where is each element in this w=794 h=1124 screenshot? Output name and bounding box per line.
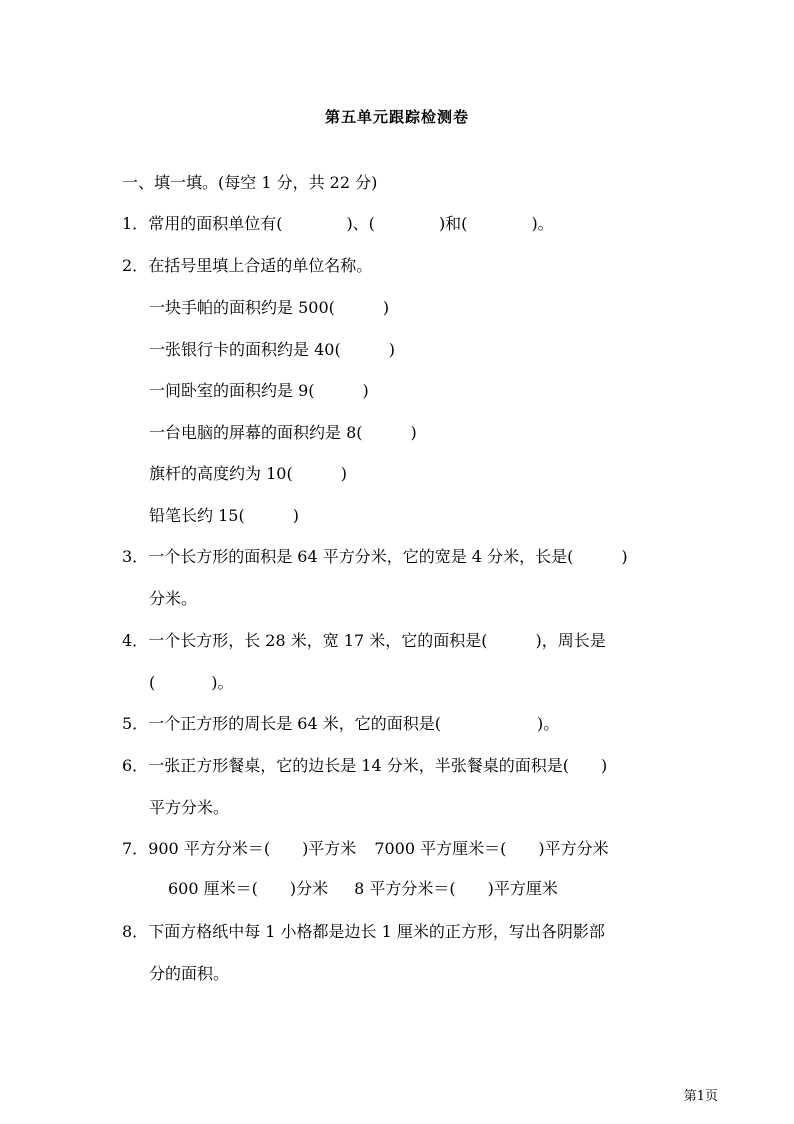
question-2-item: 旗杆的高度约为 10( )	[149, 464, 347, 483]
question-2-item: 一张银行卡的面积约是 40( )	[149, 340, 395, 359]
question-6: 6．一张正方形餐桌，它的边长是 14 分米，半张餐桌的面积是( )	[122, 756, 608, 775]
page-title: 第五单元跟踪检测卷	[324, 108, 469, 126]
question-6-cont: 平方分米。	[149, 798, 230, 817]
question-2-item: 铅笔长约 15( )	[149, 506, 299, 525]
question-number: 1．	[122, 214, 149, 233]
question-4-cont: ( )。	[149, 673, 234, 692]
section-heading: 一、填一填。(每空 1 分，共 22 分)	[122, 173, 378, 192]
question-7-cont: 600 厘米＝( )分米 8 平方分米＝( )平方厘米	[168, 879, 558, 898]
question-5: 5．一个正方形的周长是 64 米，它的面积是( )。	[122, 714, 560, 733]
question-4: 4．一个长方形，长 28 米，宽 17 米，它的面积是( )，周长是	[122, 631, 606, 650]
question-2-item: 一间卧室的面积约是 9( )	[149, 381, 369, 400]
question-7: 7．900 平方分米＝( )平方米 7000 平方厘米＝( )平方分米	[122, 839, 609, 858]
question-number: 6．	[122, 756, 149, 775]
question-1: 1．常用的面积单位有( )、( )和( )。	[122, 214, 554, 233]
question-2-item: 一块手帕的面积约是 500( )	[149, 298, 390, 317]
question-number: 5．	[122, 714, 149, 733]
question-8-cont: 分的面积。	[149, 964, 230, 983]
question-8: 8．下面方格纸中每 1 小格都是边长 1 厘米的正方形，写出各阴影部	[122, 922, 605, 941]
question-2: 2．在括号里填上合适的单位名称。	[122, 256, 373, 275]
question-number: 8．	[122, 922, 149, 941]
question-2-item: 一台电脑的屏幕的面积约是 8( )	[149, 423, 417, 442]
question-number: 3．	[122, 547, 149, 566]
question-number: 2．	[122, 256, 149, 275]
question-number: 4．	[122, 631, 149, 650]
question-3: 3．一个长方形的面积是 64 平方分米，它的宽是 4 分米，长是( )	[122, 547, 628, 566]
question-number: 7．	[122, 839, 149, 858]
question-3-cont: 分米。	[149, 589, 198, 608]
page-number: 第1页	[683, 1089, 718, 1104]
